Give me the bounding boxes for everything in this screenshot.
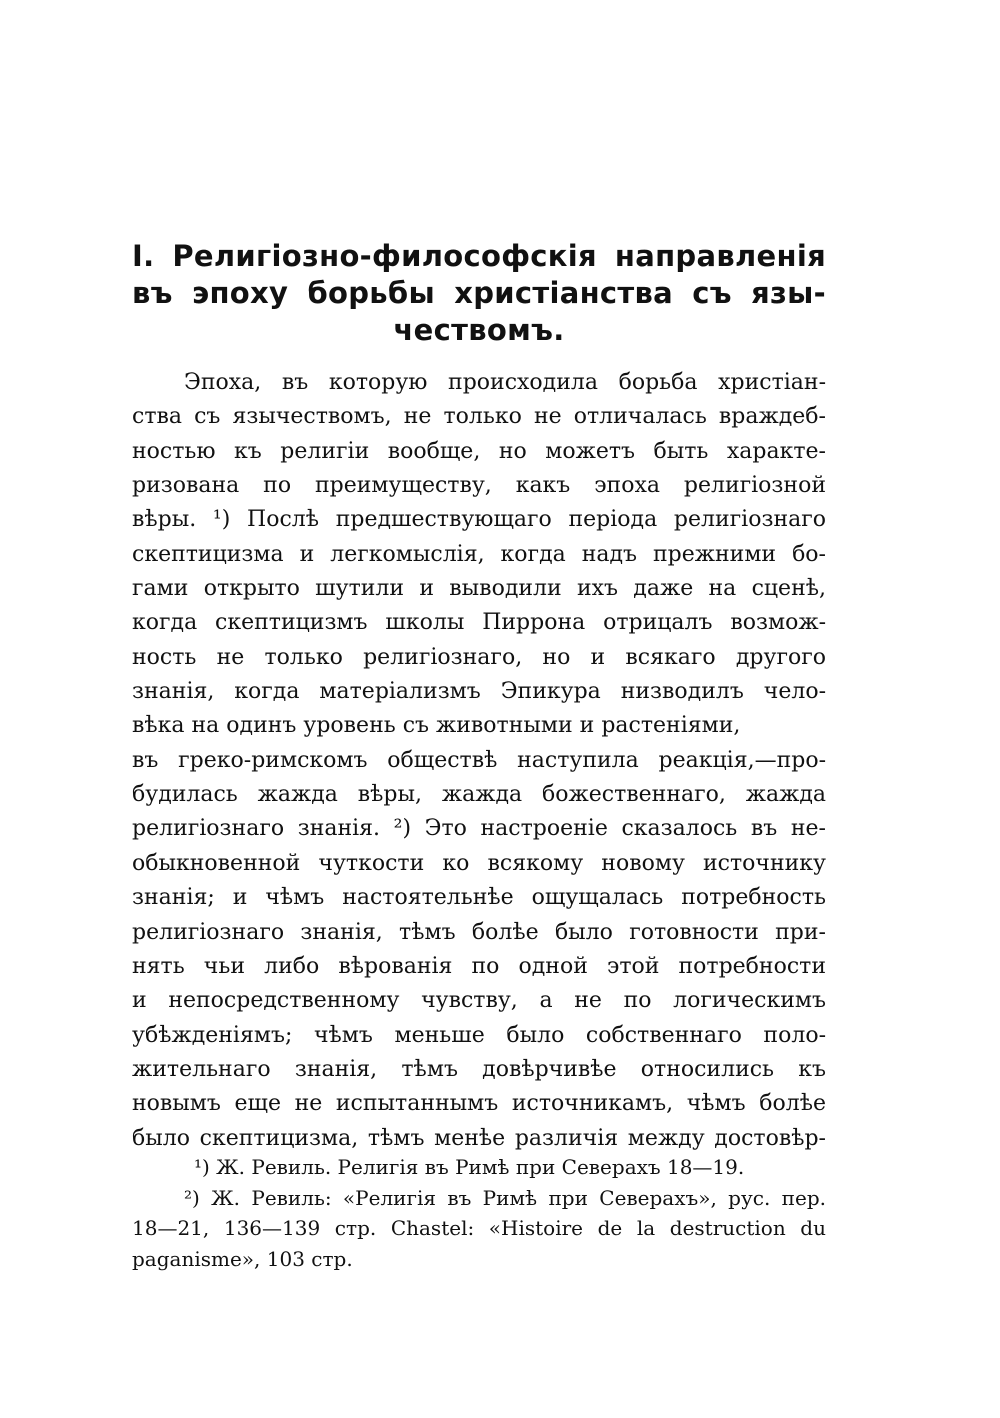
heading-line: чествомъ.	[393, 313, 565, 347]
text-line: вѣры. ¹) Послѣ предшествующаго перiода религiознаго	[132, 507, 826, 533]
text-line: религiознаго знанiя. ²) Это настроенiе сказалось въ не-	[132, 816, 826, 842]
footnote-1: ¹) Ж. Ревиль. Религiя въ Римѣ при Северахъ 18—19.	[194, 1155, 745, 1179]
text-line: гами открыто шутили и выводили ихъ даже на сценѣ,	[132, 576, 826, 602]
text-line: когда скептицизмъ школы Пиррона отрицалъ возмож-	[132, 610, 826, 636]
chapter-heading	[132, 238, 826, 349]
text-line: убѣжденiямъ; чѣмъ меньше было собственнаго поло-	[132, 1022, 826, 1048]
text-line: ства съ язычествомъ, не только не отличалась враждеб-	[132, 404, 826, 430]
footnote-2-end: paganisme», 103 стр.	[132, 1246, 353, 1271]
text-line: въ греко-римскомъ обществѣ наступила реакцiя,—про-	[132, 747, 826, 773]
text-line: нять чьи либо вѣрованiя по одной этой потребности	[132, 953, 826, 979]
text-line: Эпоха, въ которую происходила борьба христiан-	[184, 370, 826, 395]
text-line: скептицизма и легкомыслiя, когда надъ прежними бо-	[132, 541, 826, 567]
text-line: и непосредственному чувству, а не по логическимъ	[132, 988, 826, 1014]
heading-line: въ эпоху борьбы христiанства съ язы-	[132, 276, 826, 310]
text-line: обыкновенной чуткости ко всякому новому источнику	[132, 850, 826, 876]
text-line: знанiя, когда матерiализмъ Эпикура низводилъ чело-	[132, 679, 826, 705]
footnote-2: ²) Ж. Ревиль: «Религiя въ Римѣ при Северахъ», рус. пер.	[184, 1185, 826, 1210]
heading-line: I. Религiозно-философскiя направленiя	[132, 239, 826, 273]
text-line: новымъ еще не испытаннымъ источникамъ, чѣмъ болѣе	[132, 1091, 826, 1117]
text-line: ризована по преимуществу, какъ эпоха религiозной	[132, 473, 826, 499]
text-line: знанiя; и чѣмъ настоятельнѣе ощущалась потребность	[132, 885, 826, 911]
text-line: ность не только религiознаго, но и всякаго другого	[132, 644, 826, 670]
main-text	[132, 366, 826, 1156]
text-line: религiознаго знанiя, тѣмъ болѣе было готовности при-	[132, 919, 826, 945]
footnote-2-continued: 18—21, 136—139 стр. Chastel: «Histoire de la destruction du	[132, 1216, 826, 1240]
text-line: будилась жажда вѣры, жажда божественнаго, жажда	[132, 782, 826, 808]
text-line: было скептицизма, тѣмъ менѣе различiя между достовѣр-	[132, 1125, 826, 1151]
text-line: вѣка на одинъ уровень съ животными и растенiями,	[132, 713, 741, 739]
text-line: ностью къ религiи вообще, но можетъ быть характе-	[132, 438, 826, 464]
text-line: жительнаго знанiя, тѣмъ довѣрчивѣе относились къ	[132, 1056, 826, 1082]
footnotes	[132, 1152, 826, 1274]
